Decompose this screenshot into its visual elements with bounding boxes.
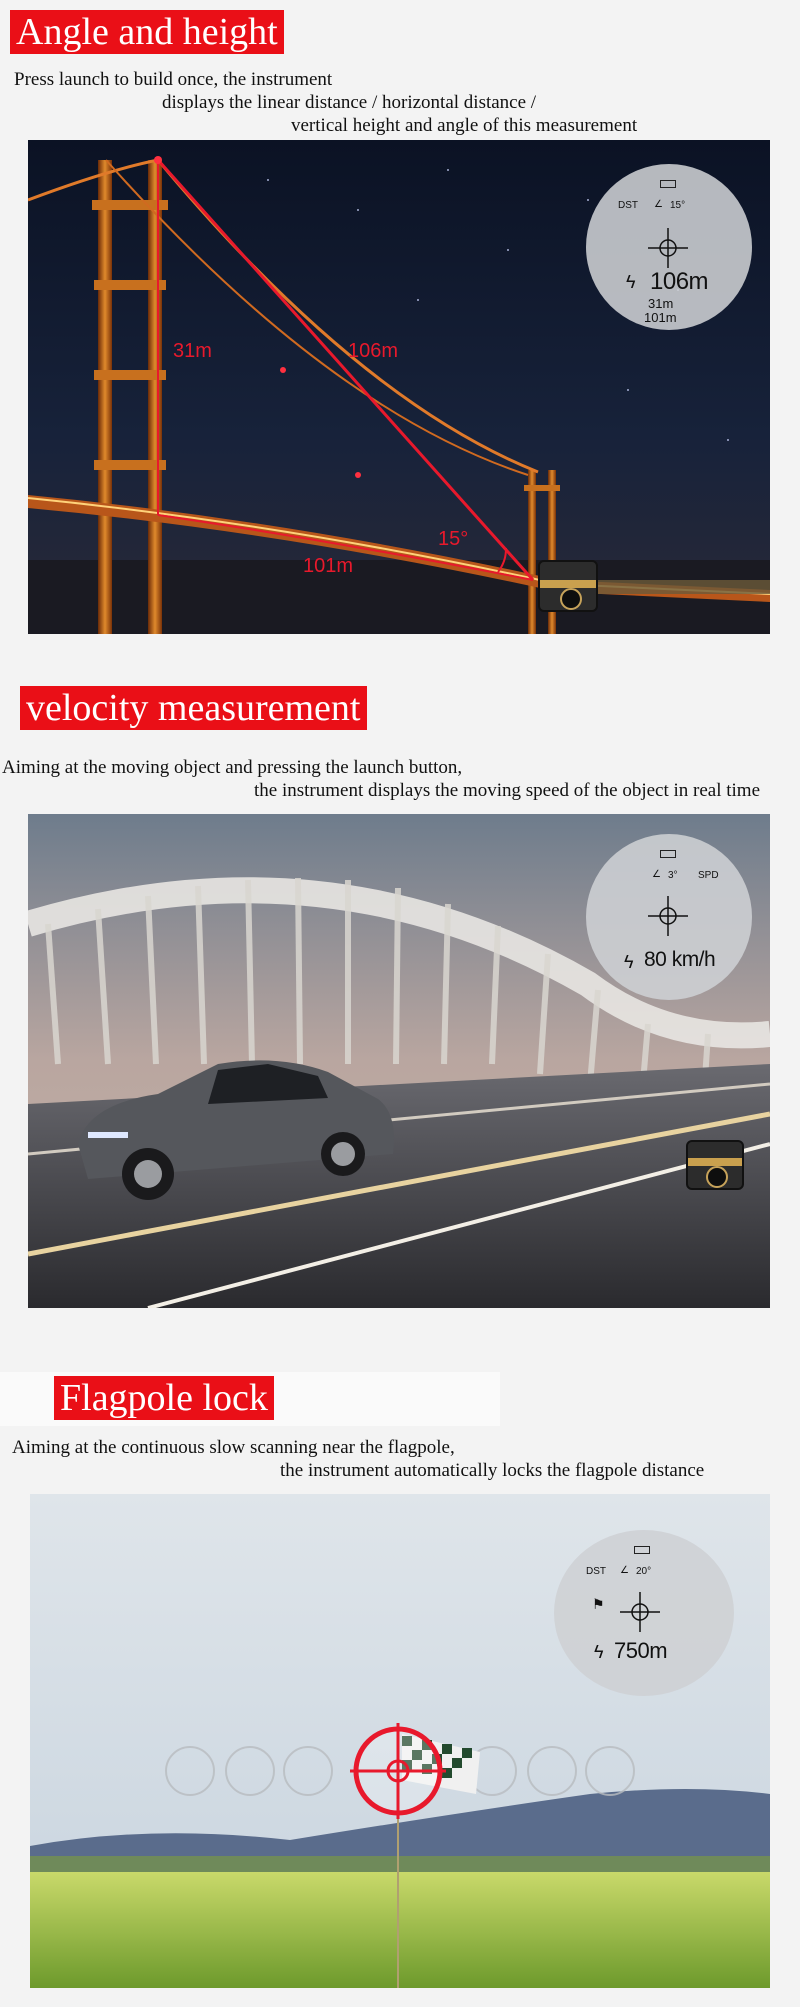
angle-icon: ∠ xyxy=(620,1565,629,1576)
crosshair-icon xyxy=(648,228,688,268)
angle-label: 15° xyxy=(438,528,469,550)
crosshair-icon xyxy=(620,1592,660,1632)
horizontal-distance-label: 101m xyxy=(303,555,354,577)
battery-icon xyxy=(660,180,676,188)
angle-icon: ∠ xyxy=(654,199,663,210)
battery-icon xyxy=(660,850,676,858)
rangefinder-device xyxy=(538,560,598,612)
bridge-night-photo xyxy=(28,140,770,634)
scope-display-1 xyxy=(586,164,752,330)
mode-label: SPD xyxy=(698,870,719,881)
horizontal-reading: 101m xyxy=(644,310,677,325)
diagonal-distance-label: 106m xyxy=(348,340,399,362)
laser-icon: ϟ xyxy=(594,1642,604,1662)
road-car-photo xyxy=(28,814,770,1308)
section-1-line-1: Press launch to build once, the instrument xyxy=(14,69,333,90)
mode-label: DST xyxy=(618,200,638,211)
flag-icon: ⚑ xyxy=(592,1596,605,1612)
battery-icon xyxy=(634,1546,650,1554)
section-2-line-1: Aiming at the moving object and pressing the launch button, xyxy=(2,757,463,778)
section-3-line-2: the instrument automatically locks the flagpole distance xyxy=(280,1460,705,1481)
height-reading: 31m xyxy=(648,296,674,311)
angle-value: 15° xyxy=(670,200,686,211)
vertical-height-label: 31m xyxy=(173,340,212,362)
angle-value: 3° xyxy=(668,870,678,881)
section-3-line-1: Aiming at the continuous slow scanning near the flagpole, xyxy=(12,1437,455,1458)
crosshair-icon xyxy=(648,896,688,936)
scope-display-3 xyxy=(554,1530,734,1696)
speed-reading: 80 km/h xyxy=(644,948,716,971)
rangefinder-device-2 xyxy=(686,1140,744,1190)
angle-icon: ∠ xyxy=(652,869,661,880)
golf-course-photo xyxy=(30,1494,770,1988)
mode-label: DST xyxy=(586,1566,606,1577)
scope-display-2 xyxy=(586,834,752,1000)
laser-icon: ϟ xyxy=(624,952,634,972)
section-1-line-3: vertical height and angle of this measurement xyxy=(291,115,638,136)
flag-distance-reading: 750m xyxy=(614,1638,668,1663)
distance-reading: 106m xyxy=(650,268,709,295)
angle-value: 20° xyxy=(636,1566,652,1577)
section-1-line-2: displays the linear distance / horizontal distance / xyxy=(162,92,537,113)
laser-icon: ϟ xyxy=(626,272,636,292)
section-title-velocity: velocity measurement xyxy=(20,686,367,730)
section-title-angle-height: Angle and height xyxy=(10,10,284,54)
section-2-line-2: the instrument displays the moving speed of the object in real time xyxy=(254,780,761,801)
section-title-flagpole: Flagpole lock xyxy=(54,1376,274,1420)
